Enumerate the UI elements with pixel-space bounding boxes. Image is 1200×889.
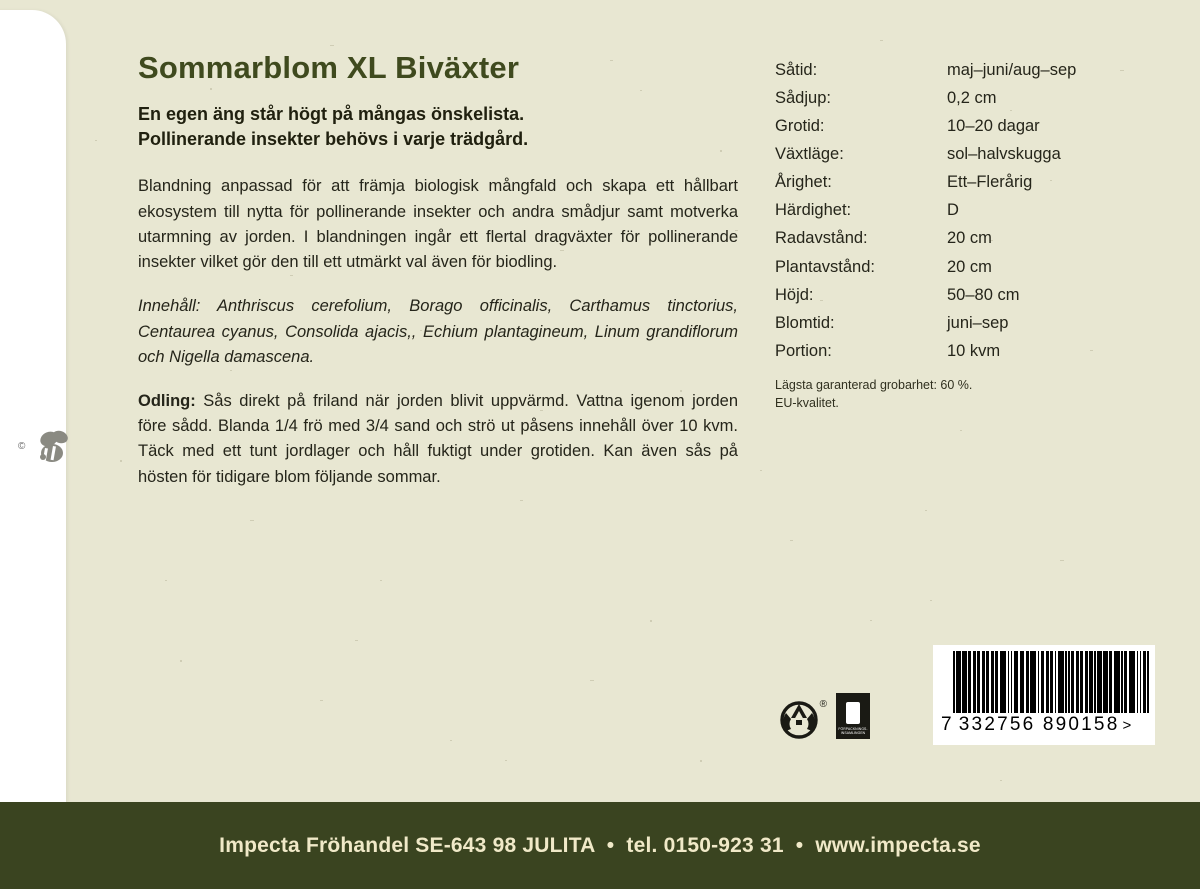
spec-label: Såtid:: [775, 61, 818, 79]
footer-bar: [0, 802, 1200, 889]
barcode: [933, 645, 1155, 745]
table-row: [775, 170, 1135, 195]
spec-label: Radavstånd:: [775, 229, 868, 248]
spec-value: D: [947, 201, 959, 220]
registered-trademark-icon: ®: [819, 699, 827, 710]
table-row: [775, 339, 1135, 364]
barcode-main-digits: 332756 890158: [958, 714, 1120, 735]
spec-value: 20 cm: [947, 257, 992, 276]
spec-value: 50–80 cm: [947, 285, 1020, 304]
contents-paragraph: [138, 294, 738, 370]
table-row: [775, 142, 1135, 167]
spec-value: 10–20 dagar: [947, 117, 1040, 136]
subtitle-line-2: Pollinerande insekter behövs i varje trädgård.: [138, 129, 529, 150]
contents-label: Innehåll:: [138, 297, 201, 316]
spec-value: juni–sep: [947, 313, 1009, 332]
table-row: [775, 311, 1135, 336]
spec-label: Växtläge:: [775, 145, 844, 164]
eco-marks: [780, 693, 870, 739]
spec-label: Sådjup:: [775, 89, 831, 108]
germination-note-line-2: EU-kvalitet.: [775, 395, 839, 410]
fti-caption-line-2: INSAMLINGEN: [840, 730, 866, 735]
page-title: Sommarblom XL Biväxter: [138, 50, 520, 85]
subtitle-line-1: En egen äng står högt på mångas önskelista.: [138, 104, 525, 124]
fti-packaging-icon: [836, 693, 870, 739]
cultivation-label: Odling:: [138, 392, 196, 411]
spec-value: 20 cm: [947, 229, 992, 248]
fti-caption-line-1: FÖRPACKNINGS-: [838, 726, 868, 731]
spec-value: maj–juni/aug–sep: [947, 61, 1077, 79]
bee-icon: [29, 423, 75, 469]
spec-label: Härdighet:: [775, 201, 852, 220]
contents-text: Anthriscus cerefolium, Borago officinalis, Carthamus tinctorius, Centaurea cyanus, Consolida ajacis,, Echium plantagineum, Linum grandiflorum och Nigella damascena.: [138, 297, 738, 366]
table-row: [775, 255, 1135, 280]
footer-company: Impecta Fröhandel SE-643 98 JULITA: [219, 833, 595, 857]
barcode-bars: [939, 651, 1149, 713]
germination-note-line-1: Lägsta garanterad grobarhet: 60 %.: [775, 377, 973, 392]
footer-phone: tel. 0150-923 31: [626, 833, 784, 857]
description-paragraph: Blandning anpassad för att främja biologisk mångfald och skapa ett hållbart ekosystem till nytta för pollinerande insekter och andra smådjur samt motverka utarmning av jorden. I blandningen ingår ett flertal dragväxter för pollinerande insekter vilket gör den till ett utmärkt val även för biodling.: [138, 177, 738, 272]
spec-label: Grotid:: [775, 117, 825, 136]
table-row: [775, 86, 1135, 111]
cultivation-paragraph: [138, 389, 738, 490]
spec-label: Portion:: [775, 341, 832, 360]
fti-glyph: [846, 702, 860, 724]
spec-value: 0,2 cm: [947, 89, 997, 108]
spec-label: Blomtid:: [775, 313, 835, 332]
footer-content: [219, 834, 981, 858]
germination-note: [775, 376, 1135, 412]
subtitle: [138, 102, 758, 152]
spec-value: sol–halvskugga: [947, 145, 1061, 164]
spec-value: Ett–Flerårig: [947, 173, 1033, 192]
table-row: [775, 58, 1135, 83]
spec-table: [775, 58, 1135, 412]
table-row: [775, 198, 1135, 223]
mobius-recycle-icon: [780, 699, 827, 739]
barcode-first-digit: 7: [941, 714, 954, 735]
copyright-icon: ©: [18, 440, 26, 452]
barcode-tail-mark: >: [1122, 717, 1134, 734]
spec-label: Höjd:: [775, 285, 814, 304]
footer-website[interactable]: www.impecta.se: [815, 833, 981, 857]
cultivation-text: Sås direkt på friland när jorden blivit uppvärmd. Vattna igenom jorden före sådd. Blanda 1/4 frö med 3/4 sand och strö ut påsens innehåll över 10 kvm. Täck med ett tunt jordlager och håll fuktigt under grotiden. Kan även sås på hösten för tidigare blom följande sommar.: [138, 392, 738, 486]
table-row: [775, 283, 1135, 308]
footer-separator-2: •: [795, 833, 804, 857]
footer-separator-1: •: [606, 833, 615, 857]
bee-logo-mark: [18, 420, 88, 472]
spec-label: Plantavstånd:: [775, 257, 875, 276]
table-row: [775, 114, 1135, 139]
description-column: [138, 174, 738, 490]
spec-label: Årighet:: [775, 173, 832, 192]
barcode-digits: [939, 714, 1149, 736]
table-row: [775, 226, 1135, 251]
spec-value: 10 kvm: [947, 341, 1001, 360]
